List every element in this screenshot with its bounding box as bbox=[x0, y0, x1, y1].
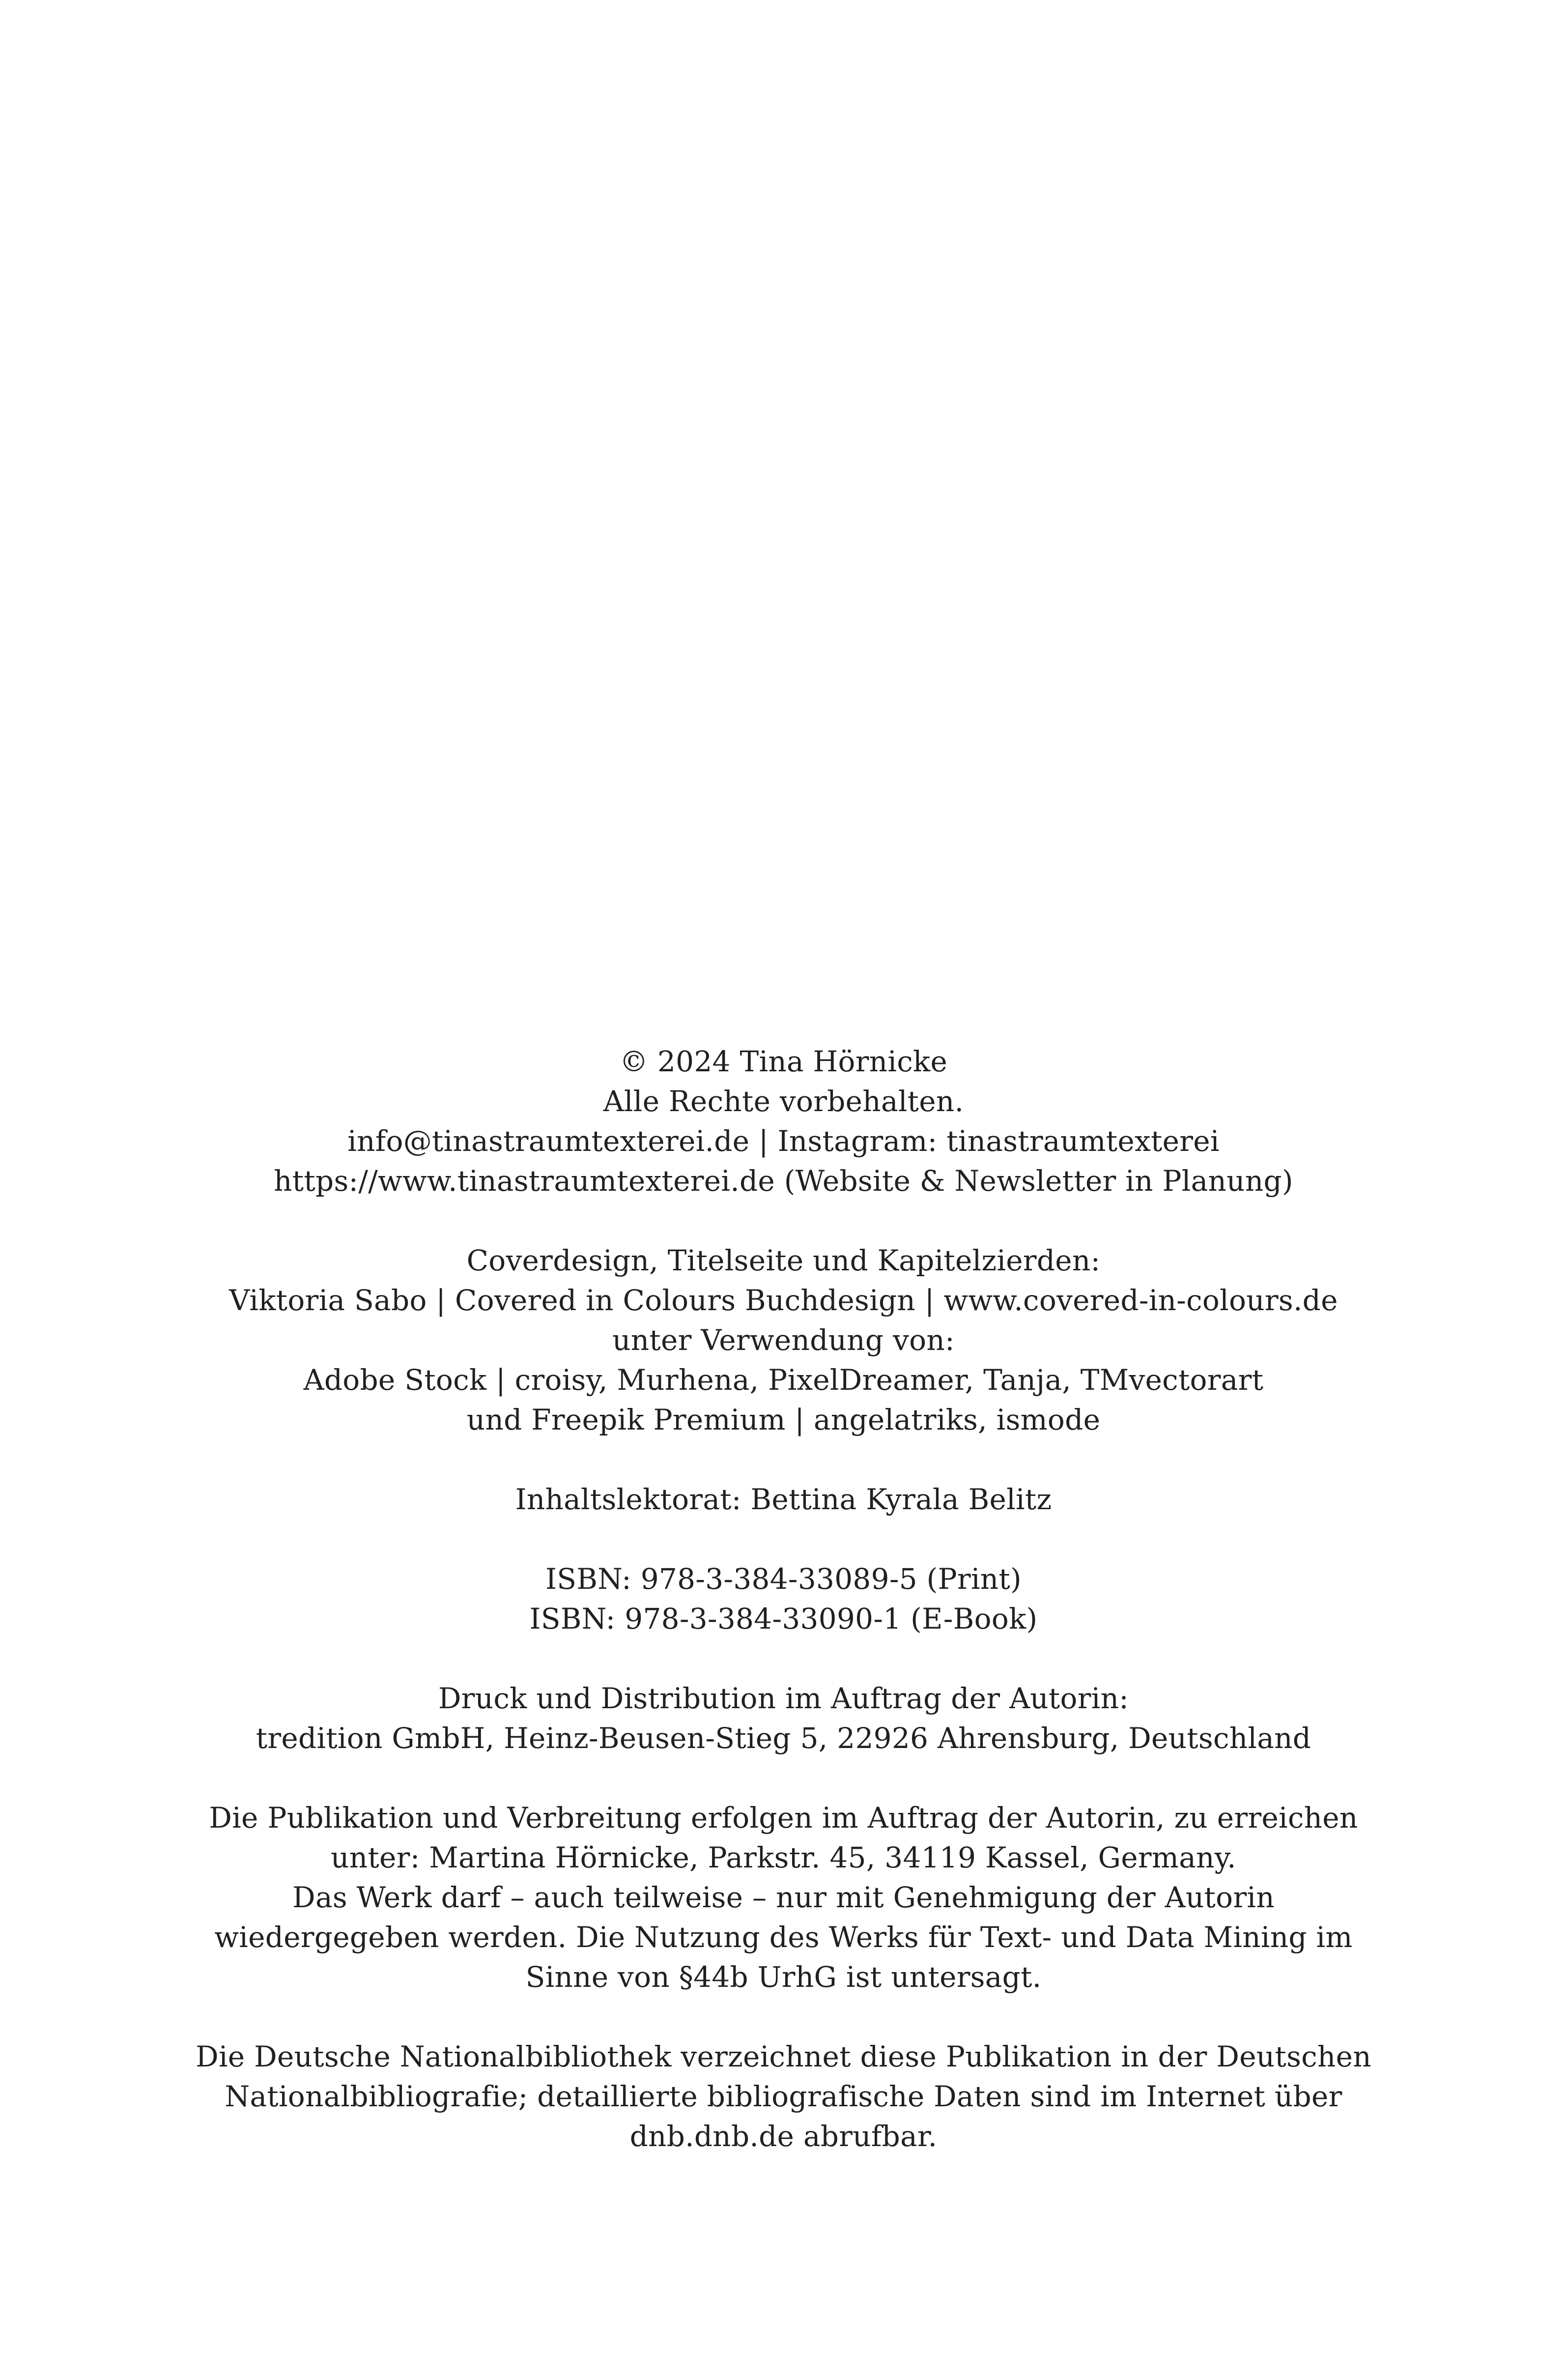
isbn-print: ISBN: 978-3-384-33089-5 (Print) bbox=[545, 1562, 1022, 1596]
distribution-address: tredition GmbH, Heinz-Beusen-Stieg 5, 22926 Ahrensburg, Deutschland bbox=[256, 1721, 1311, 1755]
isbn-block bbox=[0, 1559, 1567, 1639]
isbn-ebook: ISBN: 978-3-384-33090-1 (E-Book) bbox=[529, 1602, 1038, 1635]
distribution-heading: Druck und Distribution im Auftrag der Autorin: bbox=[438, 1682, 1129, 1715]
publication-notice-line: Sinne von §44b UrhG ist untersagt. bbox=[525, 1960, 1042, 1994]
publication-notice-line: Die Publikation und Verbreitung erfolgen im Auftrag der Autorin, zu erreichen bbox=[209, 1801, 1358, 1835]
publication-notice-line: unter: Martina Hörnicke, Parkstr. 45, 34119 Kassel, Germany. bbox=[331, 1841, 1236, 1874]
contact-line: info@tinastraumtexterei.de | Instagram: tinastraumtexterei bbox=[347, 1124, 1220, 1158]
dnb-notice-line: Die Deutsche Nationalbibliothek verzeichnet diese Publikation in der Deutschen bbox=[196, 2040, 1371, 2073]
copyright-line: © 2024 Tina Hörnicke bbox=[619, 1045, 948, 1078]
publication-notice-block bbox=[0, 1798, 1567, 1997]
cover-designer-line: Viktoria Sabo | Covered in Colours Buchdesign | www.covered-in-colours.de bbox=[229, 1284, 1338, 1317]
cover-credits-heading: Coverdesign, Titelseite und Kapitelzierden: bbox=[466, 1244, 1101, 1277]
cover-credits-block bbox=[0, 1241, 1567, 1440]
editing-block bbox=[0, 1480, 1567, 1520]
rights-reserved-line: Alle Rechte vorbehalten. bbox=[603, 1085, 964, 1118]
editing-line: Inhaltslektorat: Bettina Kyrala Belitz bbox=[515, 1483, 1052, 1516]
imprint-page bbox=[0, 1042, 1567, 2156]
dnb-notice-line: dnb.dnb.de abrufbar. bbox=[629, 2120, 938, 2153]
copyright-block bbox=[0, 1042, 1567, 1201]
dnb-notice-block bbox=[0, 2037, 1567, 2156]
cover-sources-freepik: und Freepik Premium | angelatriks, ismode bbox=[466, 1403, 1101, 1436]
cover-sources-intro: unter Verwendung von: bbox=[612, 1323, 955, 1357]
distribution-block bbox=[0, 1679, 1567, 1758]
dnb-notice-line: Nationalbibliografie; detaillierte bibliografische Daten sind im Internet über bbox=[225, 2080, 1342, 2113]
website-line: https://www.tinastraumtexterei.de (Website & Newsletter in Planung) bbox=[274, 1164, 1293, 1198]
publication-notice-line: Das Werk darf – auch teilweise – nur mit Genehmigung der Autorin bbox=[292, 1881, 1275, 1914]
cover-sources-adobe: Adobe Stock | croisy, Murhena, PixelDreamer, Tanja, TMvectorart bbox=[303, 1363, 1264, 1397]
publication-notice-line: wiedergegeben werden. Die Nutzung des Werks für Text- und Data Mining im bbox=[214, 1921, 1353, 1954]
